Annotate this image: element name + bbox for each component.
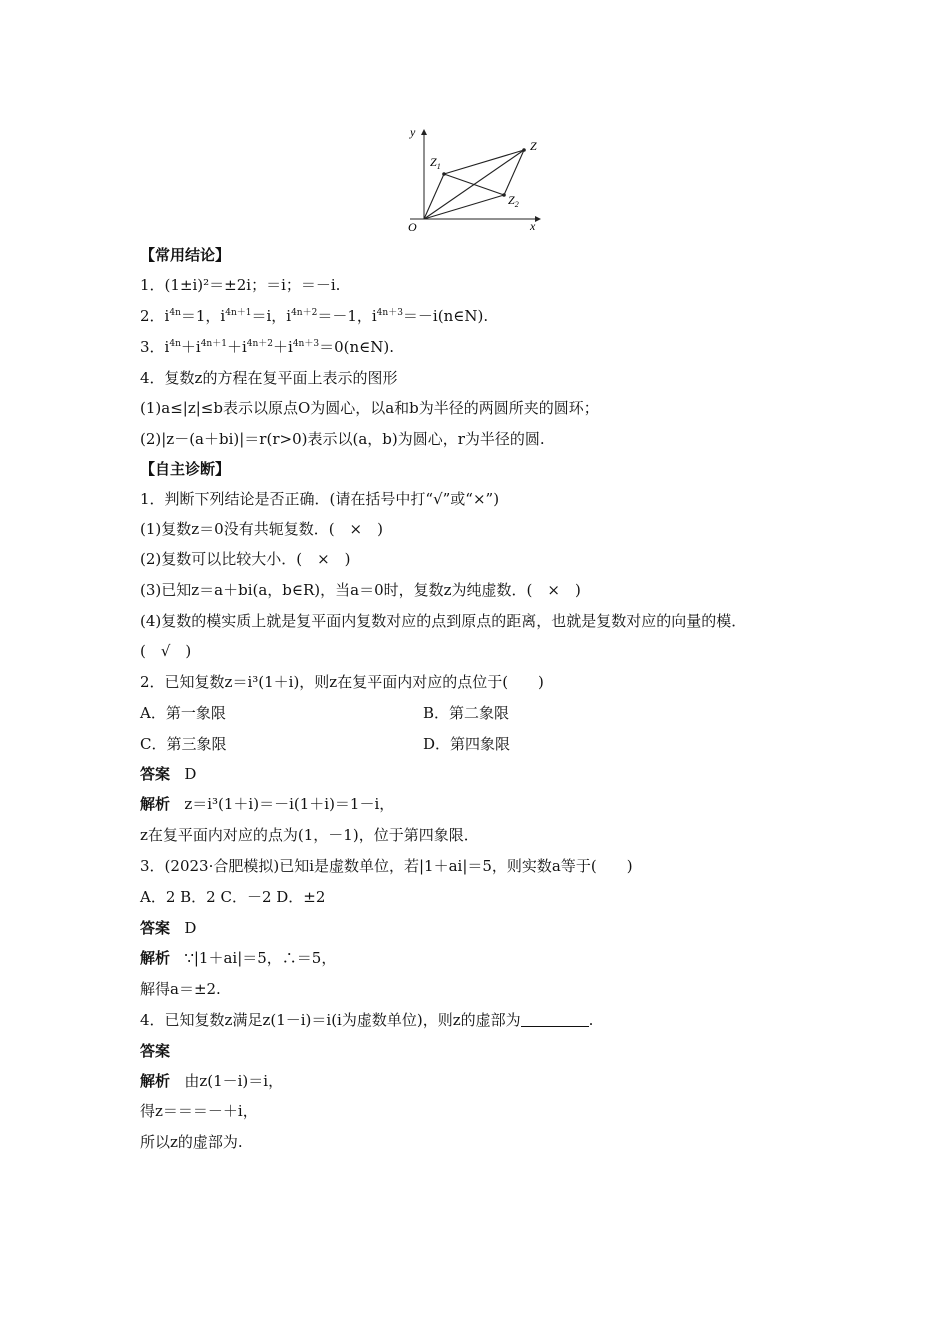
conclusion-2: 2．$i^{4n}=1$，$i^{4n+1}=i$，$i^{4n+2}=-1$，$i^{4n+3}=-i(n\in N)$. xyxy=(140,307,489,325)
question-2-answer: 答案 D xyxy=(140,765,197,783)
question-3-answer: 答案 D xyxy=(140,919,197,937)
common-conclusions-heading: 【常用结论】 xyxy=(140,246,231,264)
question-1-4-answer: ( √ ) xyxy=(140,642,192,660)
question-4-solution: 解析 由z(1－i)＝i， xyxy=(140,1072,284,1090)
question-2-option-c: C．第三象限 xyxy=(140,735,227,753)
complex-plane-figure xyxy=(400,122,550,234)
solution-label: 解析 xyxy=(140,795,171,813)
point-z xyxy=(522,148,526,152)
conclusion-4-2: (2)|z－(a＋bi)|＝r(r>0)表示以(a，b)为圆心，r为半径的圆. xyxy=(140,430,545,448)
x-label: x xyxy=(530,219,536,233)
z1-label: $Z_1$ xyxy=(430,155,441,171)
vector-oz2 xyxy=(424,195,504,219)
question-1: 1．判断下列结论是否正确．(请在括号中打“√”或“×”) xyxy=(140,490,500,508)
question-4-solution-2: 得z＝＝＝－＋i， xyxy=(140,1102,258,1120)
conclusion-1: 1．(1±i)²＝±2i；＝i；＝－i. xyxy=(140,276,341,294)
question-3-options: A．2 B．2 C．－2 D．±2 xyxy=(140,888,326,906)
question-1-2: (2)复数可以比较大小．( × ) xyxy=(140,550,351,568)
question-2-solution: 解析 z＝i³(1＋i)＝－i(1＋i)＝1－i， xyxy=(140,795,395,813)
diagonal-z1z2 xyxy=(444,174,504,195)
z-label: Z xyxy=(530,139,537,153)
question-1-4: (4)复数的模实质上就是复平面内复数对应的点到原点的距离，也就是复数对应的向量的模． xyxy=(140,612,747,630)
y-label: y xyxy=(410,125,416,139)
question-4: 4．已知复数z满足z(1－i)＝i(i为虚数单位)，则z的虚部为 . xyxy=(140,1011,594,1029)
conclusion-4: 4．复数z的方程在复平面上表示的图形 xyxy=(140,369,398,387)
self-diagnosis-heading: 【自主诊断】 xyxy=(140,460,231,478)
conclusion-4-1: (1)a≤|z|≤b表示以原点O为圆心，以a和b为半径的两圆所夹的圆环； xyxy=(140,399,599,417)
side-z1z xyxy=(444,150,524,174)
origin-label: O xyxy=(408,220,417,234)
question-2-option-b: B．第二象限 xyxy=(423,704,510,722)
answer-label: 答案 xyxy=(140,765,171,783)
question-1-1: (1)复数z＝0没有共轭复数．( × ) xyxy=(140,520,383,538)
question-3-solution: 解析 ∵|1＋ai|＝5，∴＝5， xyxy=(140,949,337,967)
question-2-option-d: D．第四象限 xyxy=(423,735,511,753)
conclusion-3: 3．$i^{4n}+i^{4n+1}+i^{4n+2}+i^{4n+3}=0(n\in N)$. xyxy=(140,338,394,356)
answer-blank xyxy=(521,1012,589,1027)
question-3-solution-2: 解得a＝±2. xyxy=(140,980,221,998)
z2-label: $Z_2$ xyxy=(508,193,519,209)
question-4-solution-3: 所以z的虚部为. xyxy=(140,1133,243,1151)
question-2-option-a: A．第一象限 xyxy=(140,704,226,722)
question-3: 3．(2023·合肥模拟)已知i是虚数单位，若|1＋ai|＝5，则实数a等于( ) xyxy=(140,857,633,875)
question-4-answer: 答案 xyxy=(140,1042,171,1060)
point-z1 xyxy=(442,172,446,176)
question-1-3: (3)已知z＝a＋bi(a，b∈R)，当a＝0时，复数z为纯虚数．( × ) xyxy=(140,581,581,599)
question-2: 2．已知复数z＝i³(1＋i)，则z在复平面内对应的点位于( ) xyxy=(140,673,544,691)
parallelogram-diagram xyxy=(400,122,550,234)
question-2-solution-2: z在复平面内对应的点为(1，－1)，位于第四象限． xyxy=(140,826,479,844)
point-z2 xyxy=(502,193,506,197)
